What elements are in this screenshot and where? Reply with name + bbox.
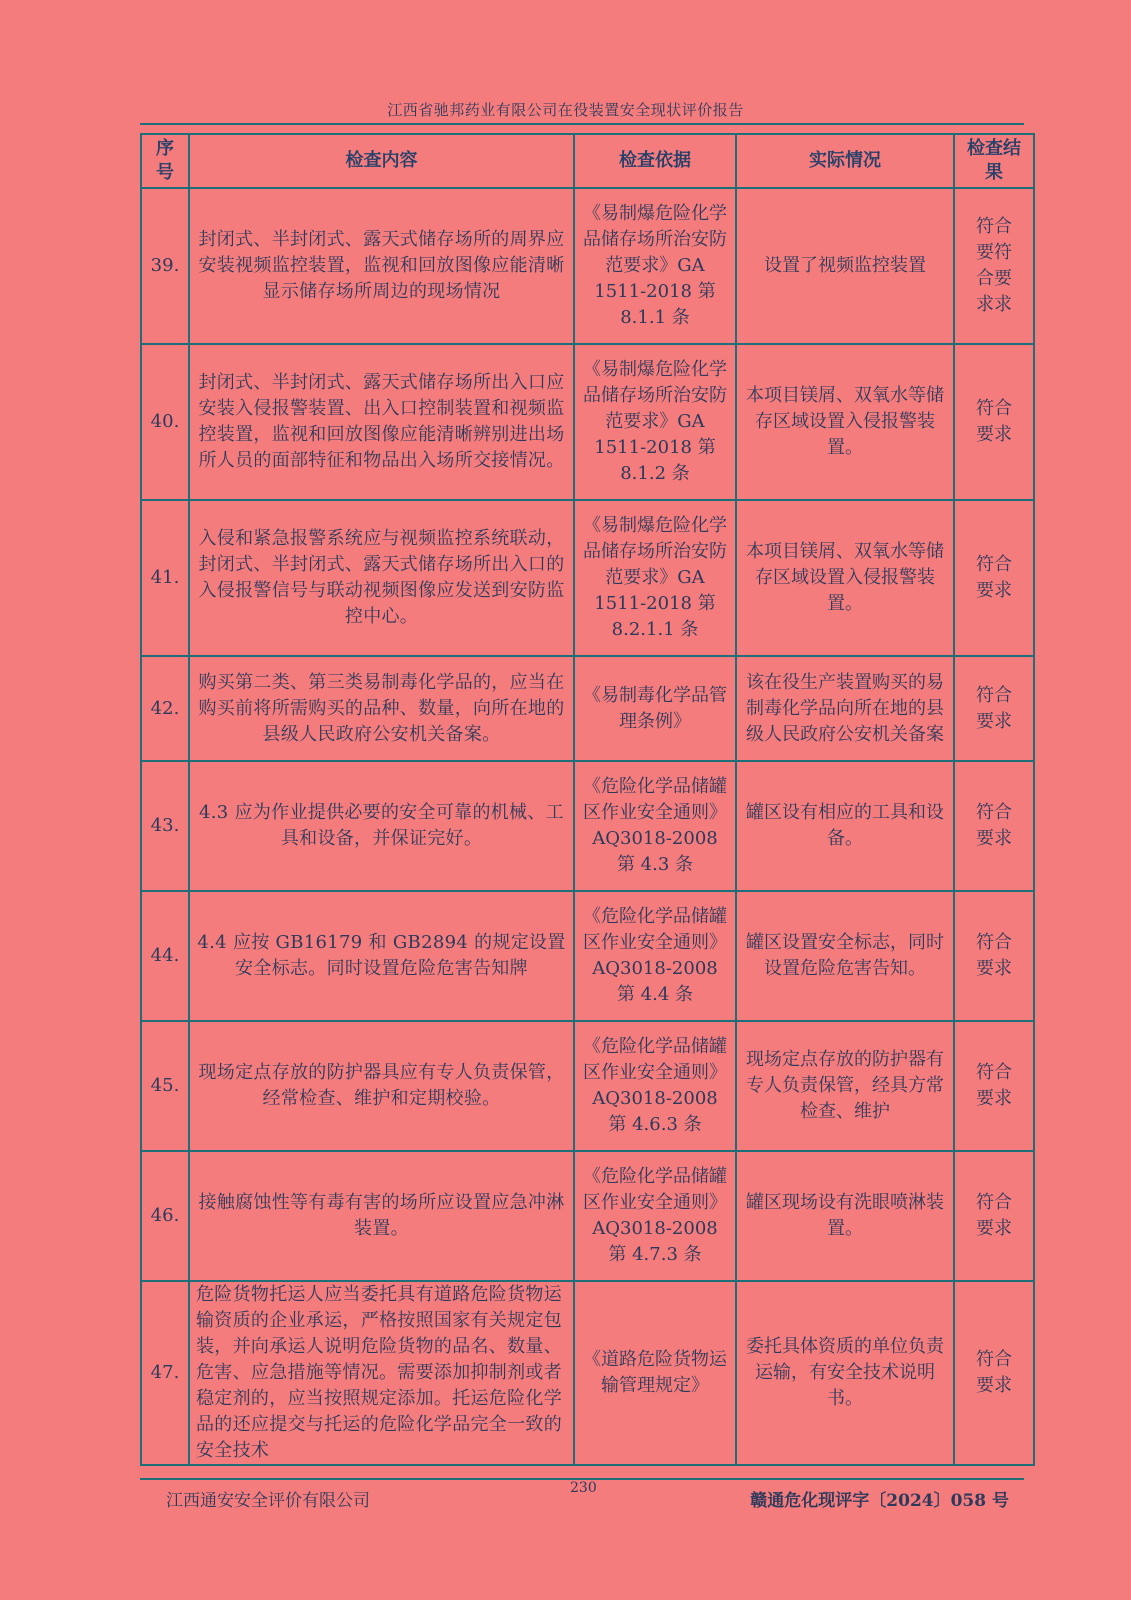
table-row: [141, 656, 1034, 761]
row-actual: 该在役生产装置购买的易制毒化学品向所在地的县级人民政府公安机关备案: [736, 656, 954, 761]
column-header-content: 检查内容: [189, 134, 574, 188]
row-content: 4.4 应按 GB16179 和 GB2894 的规定设置安全标志。同时设置危险危害告知牌: [189, 891, 574, 1021]
row-result: 符合要求: [954, 500, 1034, 656]
row-result: 符合要求: [954, 1281, 1034, 1465]
inspection-table: [140, 133, 1035, 1466]
row-basis: 《易制爆危险化学品储存场所治安防范要求》GA 1511-2018 第 8.1.2 条: [574, 344, 736, 500]
row-number: 41.: [141, 500, 189, 656]
row-actual: 本项目镁屑、双氧水等储存区域设置入侵报警装置。: [736, 344, 954, 500]
row-basis: 《危险化学品储罐区作业安全通则》AQ3018-2008 第 4.7.3 条: [574, 1151, 736, 1281]
row-result: 符合要求: [954, 1021, 1034, 1151]
row-content: 封闭式、半封闭式、露天式储存场所的周界应安装视频监控装置，监视和回放图像应能清晰显示储存场所周边的现场情况: [189, 188, 574, 344]
row-content: 入侵和紧急报警系统应与视频监控系统联动，封闭式、半封闭式、露天式储存场所出入口的入侵报警信号与联动视频图像应发送到安防监控中心。: [189, 500, 574, 656]
row-actual: 罐区现场设有洗眼喷淋装置。: [736, 1151, 954, 1281]
row-basis: 《危险化学品储罐区作业安全通则》AQ3018-2008 第 4.4 条: [574, 891, 736, 1021]
row-result: 符合要求: [954, 1151, 1034, 1281]
row-content: 现场定点存放的防护器具应有专人负责保管，经常检查、维护和定期校验。: [189, 1021, 574, 1151]
row-basis: 《易制爆危险化学品储存场所治安防范要求》GA 1511-2018 第 8.1.1 条: [574, 188, 736, 344]
row-content: 接触腐蚀性等有毒有害的场所应设置应急冲淋装置。: [189, 1151, 574, 1281]
table-row: [141, 500, 1034, 656]
row-number: 46.: [141, 1151, 189, 1281]
table-row: [141, 344, 1034, 500]
row-result: 符合要求: [954, 656, 1034, 761]
row-number: 45.: [141, 1021, 189, 1151]
footer-company: 江西通安安全评价有限公司: [166, 1491, 370, 1511]
row-actual: 本项目镁屑、双氧水等储存区域设置入侵报警装置。: [736, 500, 954, 656]
row-number: 40.: [141, 344, 189, 500]
row-number: 47.: [141, 1281, 189, 1465]
row-number: 39.: [141, 188, 189, 344]
row-basis: 《道路危险货物运输管理规定》: [574, 1281, 736, 1465]
table-row: [141, 188, 1034, 344]
row-result: 符合要符合要求求: [954, 188, 1034, 344]
row-actual: 委托具体资质的单位负责运输，有安全技术说明书。: [736, 1281, 954, 1465]
row-actual: 现场定点存放的防护器有专人负责保管，经具方常检查、维护: [736, 1021, 954, 1151]
page-number: 230: [570, 1480, 597, 1496]
column-header-actual: 实际情况: [736, 134, 954, 188]
row-number: 43.: [141, 761, 189, 891]
row-content: 4.3 应为作业提供必要的安全可靠的机械、工具和设备，并保证完好。: [189, 761, 574, 891]
row-number: 44.: [141, 891, 189, 1021]
table-row: [141, 1151, 1034, 1281]
row-content: 危险货物托运人应当委托具有道路危险货物运输资质的企业承运，严格按照国家有关规定包装，并向承运人说明危险货物的品名、数量、危害、应急措施等情况。需要添加抑制剂或者稳定剂的，应当按照规定添加。托运危险化学品的还应提交与托运的危险化学品完全一致的安全技术: [189, 1281, 574, 1465]
row-content: 封闭式、半封闭式、露天式储存场所出入口应安装入侵报警装置、出入口控制装置和视频监控装置，监视和回放图像应能清晰辨别进出场所人员的面部特征和物品出入场所交接情况。: [189, 344, 574, 500]
row-basis: 《危险化学品储罐区作业安全通则》AQ3018-2008 第 4.3 条: [574, 761, 736, 891]
column-header-result: 检查结果: [954, 134, 1034, 188]
row-actual: 设置了视频监控装置: [736, 188, 954, 344]
report-title: 江西省驰邦药业有限公司在役装置安全现状评价报告: [387, 101, 744, 119]
row-number: 42.: [141, 656, 189, 761]
row-result: 符合要求: [954, 891, 1034, 1021]
table-row: [141, 761, 1034, 891]
document-number: 赣通危化现评字〔2024〕058 号: [750, 1491, 1009, 1511]
row-basis: 《危险化学品储罐区作业安全通则》AQ3018-2008 第 4.6.3 条: [574, 1021, 736, 1151]
column-header-number: 序号: [141, 134, 189, 188]
row-result: 符合要求: [954, 761, 1034, 891]
row-basis: 《易制毒化学品管理条例》: [574, 656, 736, 761]
column-header-basis: 检查依据: [574, 134, 736, 188]
table-row: [141, 891, 1034, 1021]
header-divider: [140, 123, 1024, 125]
row-result: 符合要求: [954, 344, 1034, 500]
table-row: [141, 1021, 1034, 1151]
row-content: 购买第二类、第三类易制毒化学品的，应当在购买前将所需购买的品种、数量，向所在地的县级人民政府公安机关备案。: [189, 656, 574, 761]
row-basis: 《易制爆危险化学品储存场所治安防范要求》GA 1511-2018 第 8.2.1.1 条: [574, 500, 736, 656]
row-actual: 罐区设置安全标志，同时设置危险危害告知。: [736, 891, 954, 1021]
table-header-row: [141, 134, 1034, 188]
table-row: [141, 1281, 1034, 1465]
row-actual: 罐区设有相应的工具和设备。: [736, 761, 954, 891]
